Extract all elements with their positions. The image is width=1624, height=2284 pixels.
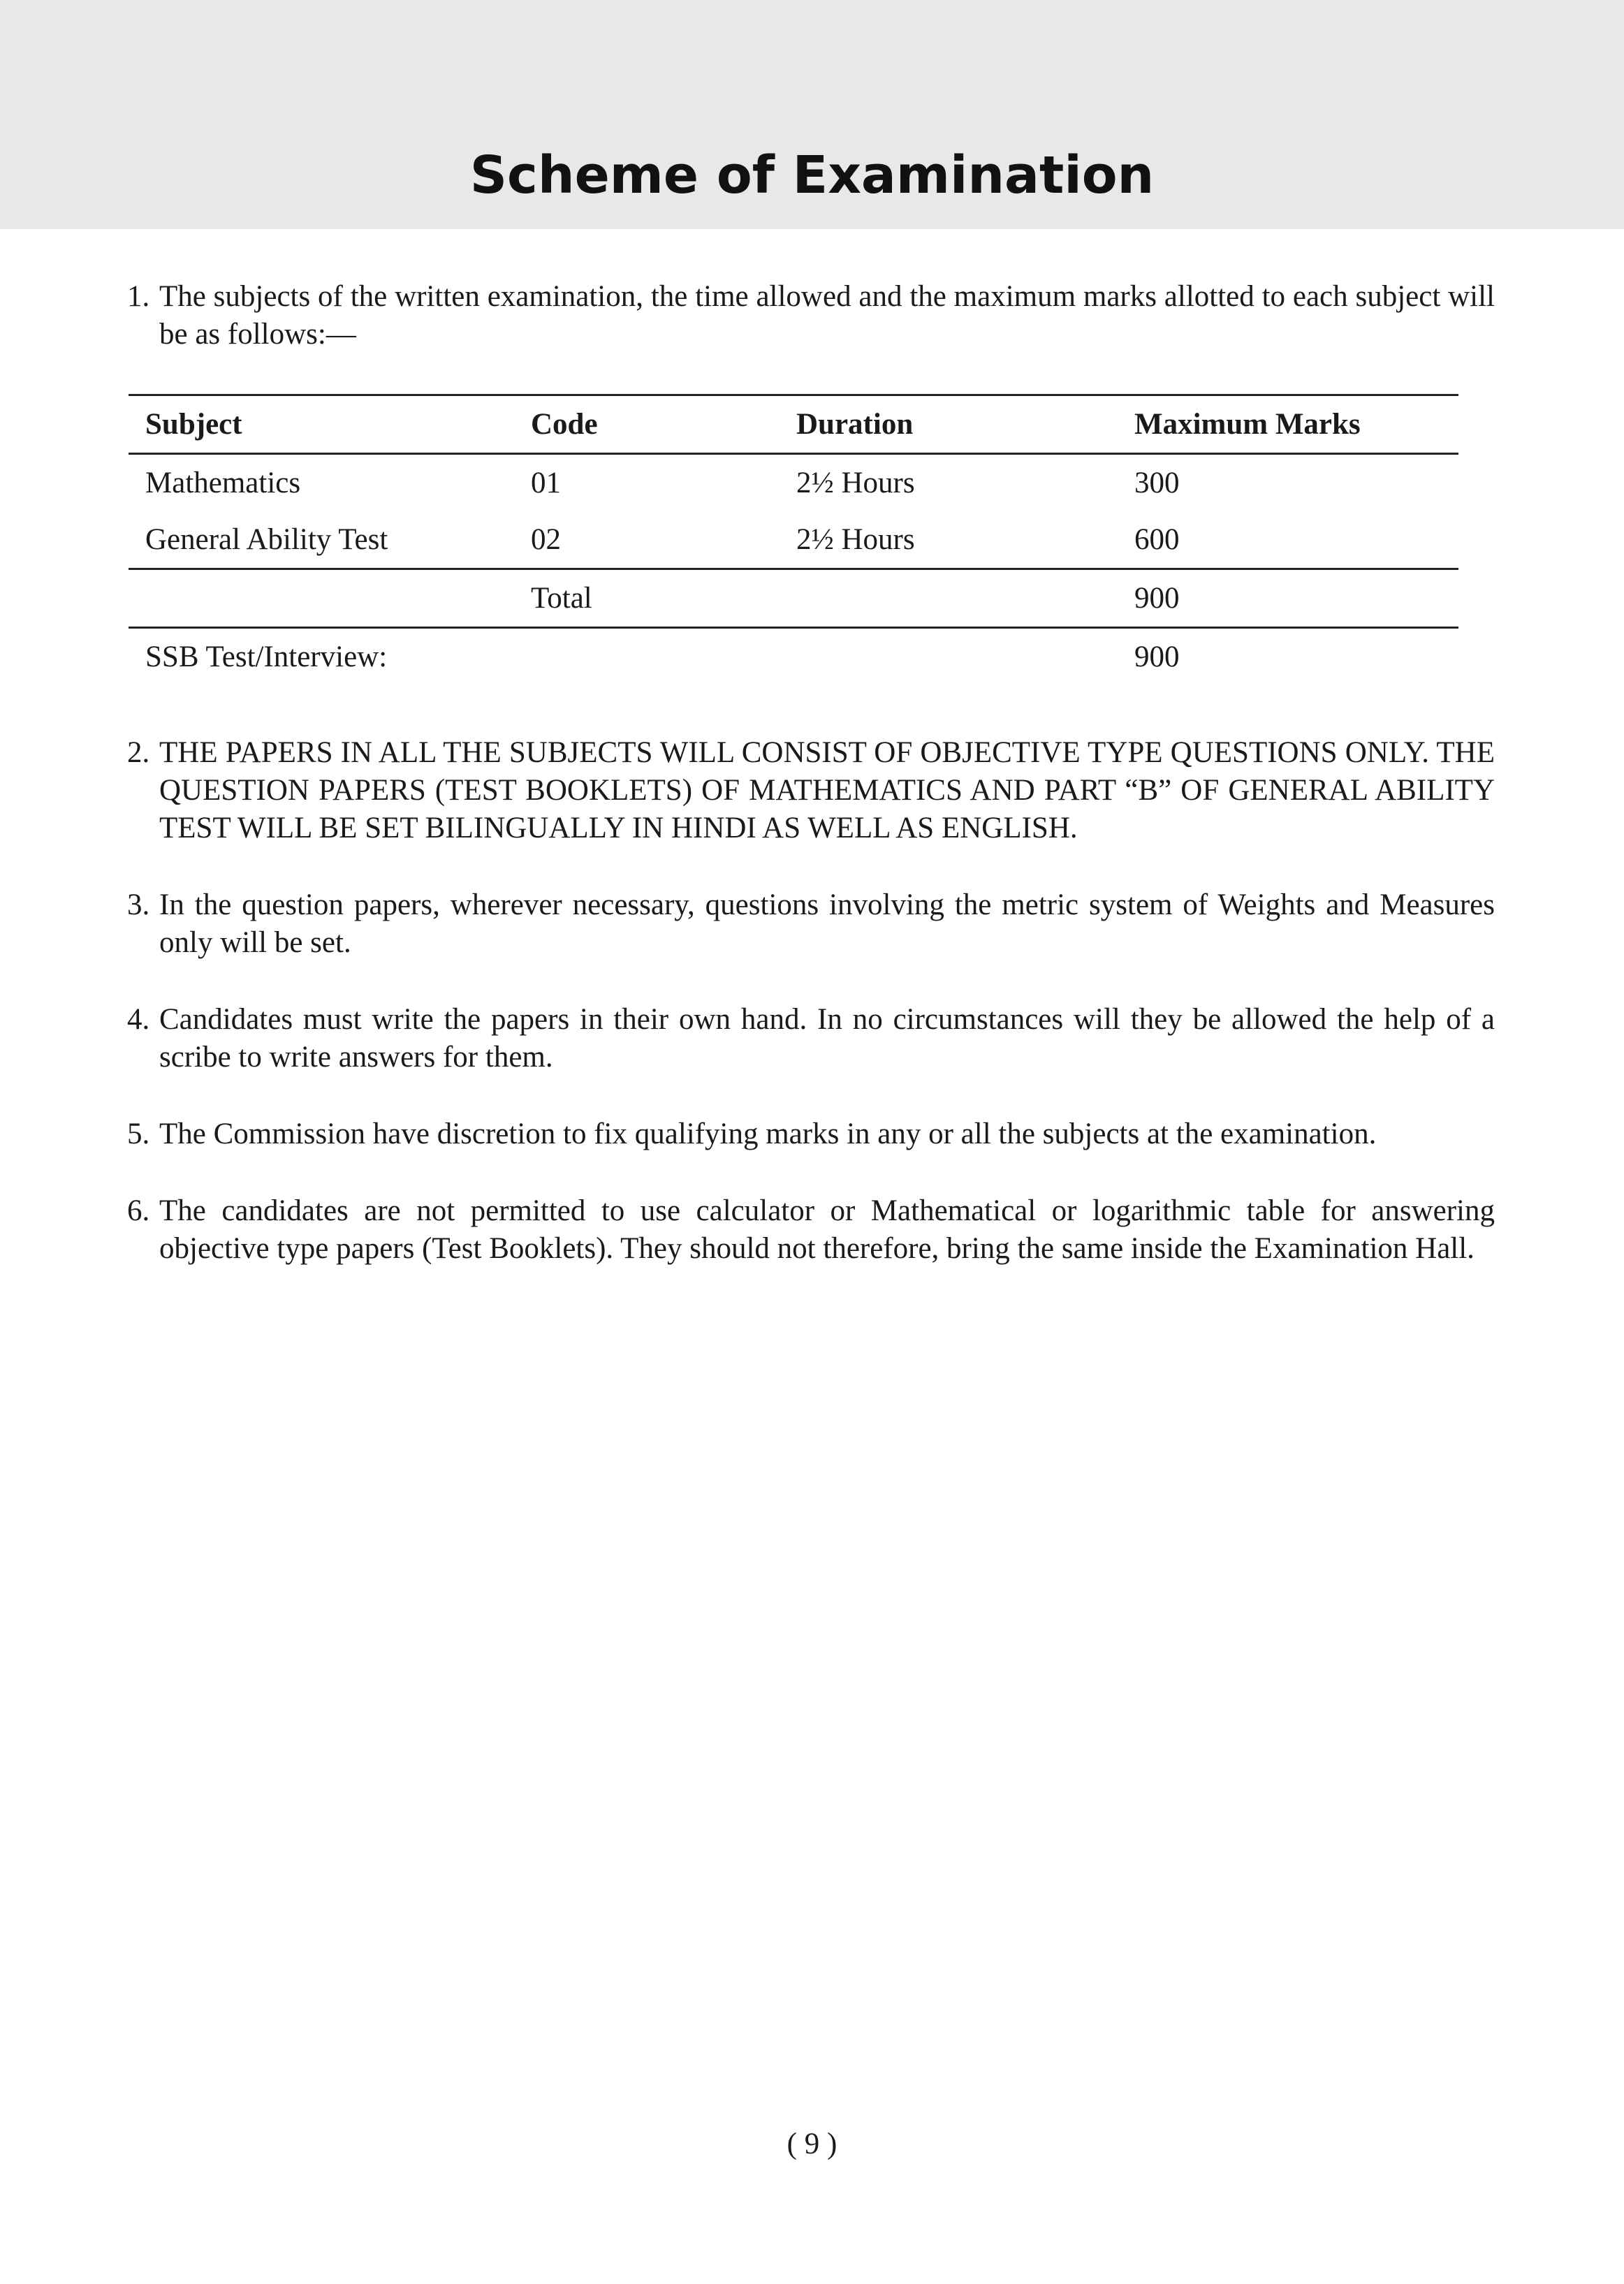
item-text: The candidates are not permitted to use calculator or Mathematical or logarithmic table for answering objective type papers (Test Booklets). They should not therefore, bring the same inside the Examination Hall. bbox=[159, 1194, 1495, 1265]
list-item-5 bbox=[127, 1115, 1495, 1153]
item-number: 4. bbox=[127, 1003, 150, 1036]
item-number: 3. bbox=[127, 888, 150, 921]
item-text: THE PAPERS IN ALL THE SUBJECTS WILL CONSIST OF OBJECTIVE TYPE QUESTIONS ONLY. THE QUESTION PAPERS (TEST BOOKLETS) OF MATHEMATICS AND PART “B” OF GENERAL ABILITY TEST WILL BE SET BILINGUALLY IN HINDI AS WELL AS ENGLISH. bbox=[159, 736, 1495, 844]
table-row bbox=[129, 511, 1458, 569]
page-number: ( 9 ) bbox=[787, 2128, 837, 2160]
list-item-1 bbox=[127, 278, 1495, 353]
item-text: The subjects of the written examination, the time allowed and the maximum marks allotted to each subject will be as follows:— bbox=[159, 280, 1495, 351]
list-item-3 bbox=[127, 886, 1495, 962]
list-item-2 bbox=[127, 734, 1495, 847]
column-header-maximum-marks: Maximum Marks bbox=[1134, 408, 1361, 441]
cell-marks: 600 bbox=[1134, 523, 1180, 556]
cell-code: 02 bbox=[531, 523, 561, 556]
item-number: 5. bbox=[127, 1118, 150, 1150]
cell-marks: 300 bbox=[1134, 467, 1180, 499]
item-text: Candidates must write the papers in their own hand. In no circumstances will they be allowed the help of a scribe to write answers for them. bbox=[159, 1003, 1495, 1074]
total-row bbox=[129, 569, 1458, 628]
item-number: 2. bbox=[127, 736, 150, 769]
cell-empty bbox=[514, 628, 780, 686]
table-header-row bbox=[129, 395, 1458, 454]
scheme-table bbox=[129, 394, 1458, 685]
cell-empty bbox=[129, 569, 514, 628]
cell-empty bbox=[780, 569, 1118, 628]
ssb-marks: 900 bbox=[1134, 640, 1180, 673]
cell-duration: 2½ Hours bbox=[796, 467, 915, 499]
column-header-code: Code bbox=[531, 408, 598, 441]
column-header-duration: Duration bbox=[796, 408, 914, 441]
document-body bbox=[127, 278, 1495, 1268]
item-number: 1. bbox=[127, 280, 150, 313]
total-label: Total bbox=[531, 582, 592, 615]
total-marks: 900 bbox=[1134, 582, 1180, 615]
list-item-4 bbox=[127, 1001, 1495, 1076]
column-header-subject: Subject bbox=[145, 408, 242, 441]
item-number: 6. bbox=[127, 1194, 150, 1227]
list-item-6 bbox=[127, 1192, 1495, 1268]
cell-code: 01 bbox=[531, 467, 561, 499]
cell-subject: General Ability Test bbox=[145, 523, 388, 556]
cell-subject: Mathematics bbox=[145, 467, 301, 499]
item-text: In the question papers, wherever necessary, questions involving the metric system of Weights and Measures only will be set. bbox=[159, 888, 1495, 959]
page-title: Scheme of Examination bbox=[469, 145, 1155, 205]
cell-empty bbox=[780, 628, 1118, 686]
item-text: The Commission have discretion to fix qualifying marks in any or all the subjects at the examination. bbox=[159, 1118, 1377, 1150]
ssb-label: SSB Test/Interview: bbox=[145, 640, 388, 673]
table-row bbox=[129, 454, 1458, 512]
cell-duration: 2½ Hours bbox=[796, 523, 915, 556]
ssb-row bbox=[129, 628, 1458, 686]
